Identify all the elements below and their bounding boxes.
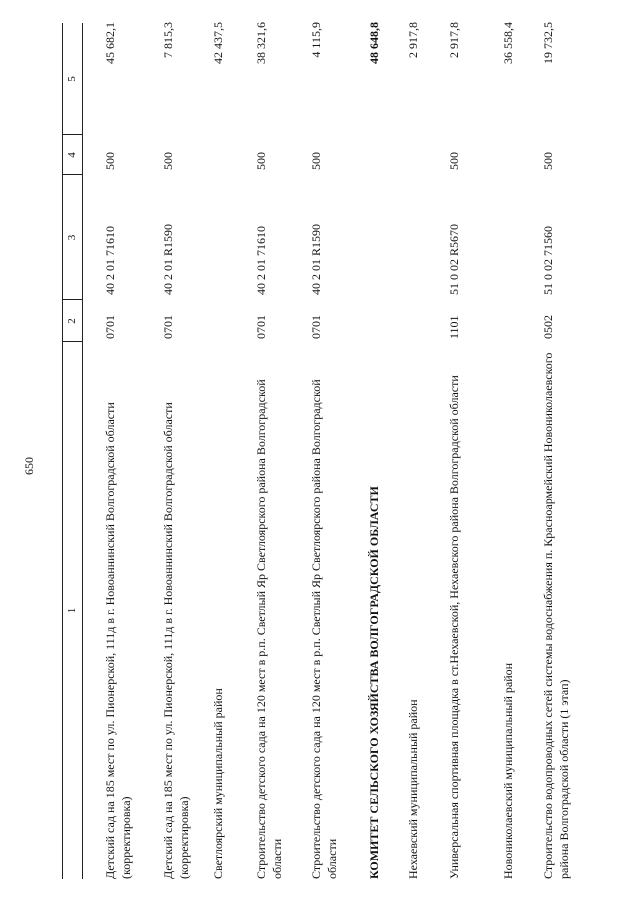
row-5-amount: 48 648,8 — [367, 22, 381, 64]
row-6-name: Нехаевский муниципальный район — [406, 699, 420, 879]
row-1-name: Детский сад на 185 мест по ул. Пионерской, 111д в г. Новоаннинский Волгоградской области (корректировка) — [161, 402, 191, 879]
row-0-name: Детский сад на 185 мест по ул. Пионерской, 111д в г. Новоаннинский Волгоградской области (корректировка) — [103, 402, 133, 879]
header-col-5: 5 — [66, 76, 78, 82]
row-3-name: Строительство детского сада на 120 мест в р.п. Светлый Яр Светлоярского района Волгоградской области — [254, 379, 284, 879]
row-9-amount: 19 732,5 — [541, 22, 555, 64]
row-4-type: 500 — [309, 152, 323, 170]
row-5-name: КОМИТЕТ СЕЛЬСКОГО ХОЗЯЙСТВА ВОЛГОГРАДСКОЙ ОБЛАСТИ — [367, 486, 381, 879]
row-1-type: 500 — [161, 152, 175, 170]
row-2-name: Светлоярский муниципальный район — [211, 688, 225, 879]
header-col-4: 4 — [66, 152, 78, 158]
row-4-name: Строительство детского сада на 120 мест в р.п. Светлый Яр Светлоярского района Волгоградской области — [309, 379, 339, 879]
row-7-amount: 2 917,8 — [447, 22, 461, 58]
row-7-name: Универсальная спортивная площадка в ст.Нехаевской, Нехаевского района Волгоградской области — [447, 375, 461, 879]
row-3-section: 0701 — [254, 315, 268, 339]
row-0-code: 40 2 01 71610 — [103, 226, 117, 295]
page-number: 650 — [22, 457, 36, 475]
row-0-type: 500 — [103, 152, 117, 170]
row-3-amount: 38 321,6 — [254, 22, 268, 64]
row-7-section: 1101 — [447, 315, 461, 339]
row-3-type: 500 — [254, 152, 268, 170]
row-9-type: 500 — [541, 152, 555, 170]
row-3-code: 40 2 01 71610 — [254, 226, 268, 295]
row-2-amount: 42 437,5 — [211, 22, 225, 64]
header-col-3: 3 — [66, 234, 78, 241]
table-header-divider — [82, 23, 83, 879]
row-9-name: Строительство водопроводных сетей системы водоснабжения п. Красноармейский Новониколаевского района Волгоградской области (1 этап) — [541, 352, 571, 879]
row-9-section: 0502 — [541, 315, 555, 339]
header-col-1: 1 — [66, 607, 78, 614]
row-4-amount: 4 115,9 — [309, 22, 323, 58]
row-7-code: 51 0 02 R5670 — [447, 223, 461, 295]
row-9-code: 51 0 02 71560 — [541, 226, 555, 295]
row-1-section: 0701 — [161, 315, 175, 339]
row-1-code: 40 2 01 R1590 — [161, 223, 175, 295]
row-6-amount: 2 917,8 — [406, 22, 420, 58]
table-top-border — [62, 23, 63, 879]
header-col-2: 2 — [66, 318, 78, 324]
row-8-name: Новониколаевский муниципальный район — [501, 662, 515, 879]
row-1-amount: 7 815,3 — [161, 22, 175, 58]
row-4-section: 0701 — [309, 315, 323, 339]
row-0-amount: 45 682,1 — [103, 22, 117, 64]
row-0-section: 0701 — [103, 315, 117, 339]
row-4-code: 40 2 01 R1590 — [309, 223, 323, 295]
row-8-amount: 36 558,4 — [501, 22, 515, 64]
row-7-type: 500 — [447, 152, 461, 170]
